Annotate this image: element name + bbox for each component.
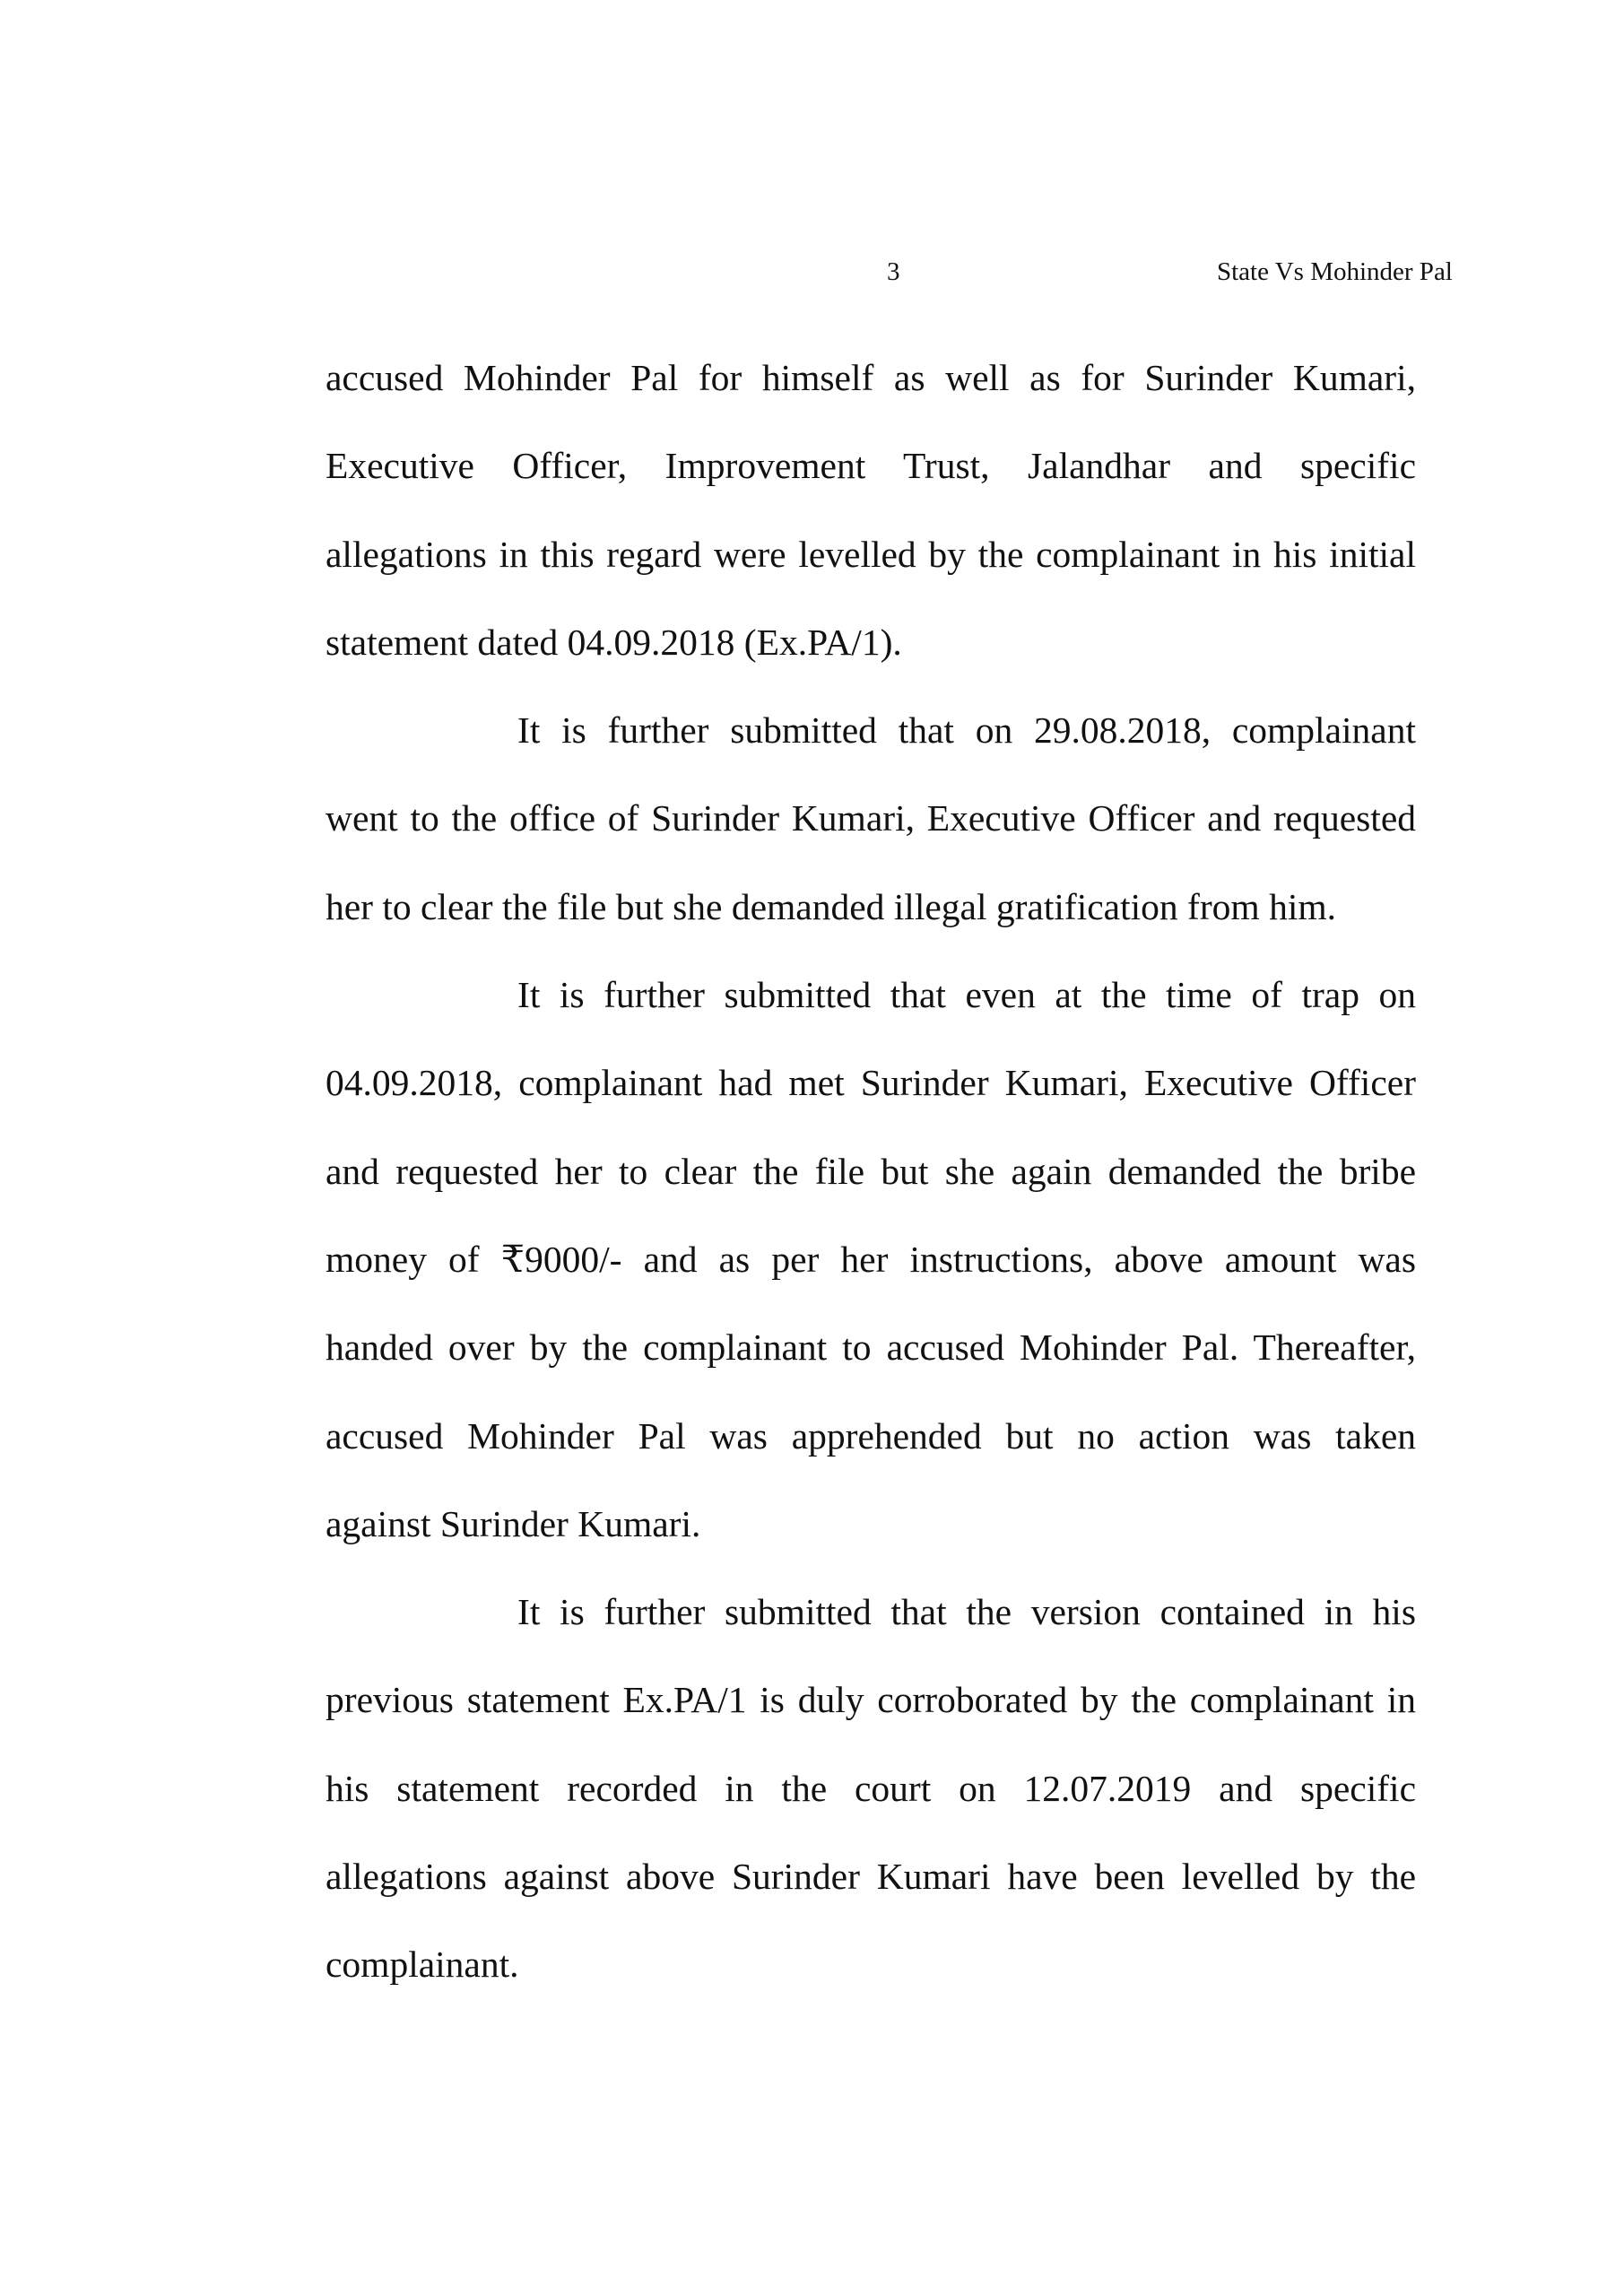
body-text [326,356,1416,2031]
text-line: Executive Officer, Improvement Trust, Jalandhar and specific [326,445,1416,487]
text-line: complainant. [326,1944,519,1986]
text-line: handed over by the complainant to accused Mohinder Pal. Thereafter, [326,1326,1416,1369]
text-line: her to clear the file but she demanded illegal gratification from him. [326,885,1337,927]
text-line: allegations against above Surinder Kumari have been levelled by the [326,1856,1416,1898]
text-line: It is further submitted that on 29.08.2018, complainant [517,709,1416,752]
page-number: 3 [887,257,900,286]
text-line: It is further submitted that the version contained in his [517,1591,1416,1633]
text-line: previous statement Ex.PA/1 is duly corroborated by the complainant in [326,1679,1416,1721]
text-line: allegations in this regard were levelled by the complainant in his initial [326,533,1416,575]
text-line: 04.09.2018, complainant had met Surinder Kumari, Executive Officer [326,1062,1416,1104]
running-header-case-title: State Vs Mohinder Pal [1217,257,1453,286]
text-line: went to the office of Surinder Kumari, Executive Officer and requested [326,797,1416,839]
text-line: accused Mohinder Pal for himself as well as for Surinder Kumari, [326,357,1416,398]
text-line: It is further submitted that even at the time of trap on [517,974,1416,1016]
text-line: statement dated 04.09.2018 (Ex.PA/1). [326,621,902,663]
text-line: money of ₹9000/- and as per her instructions, above amount was [326,1238,1416,1280]
text-line: accused Mohinder Pal was apprehended but no action was taken [326,1414,1416,1457]
text-line: and requested her to clear the file but she again demanded the bribe [326,1150,1416,1192]
text-line: his statement recorded in the court on 12.07.2019 and specific [326,1767,1416,1809]
text-line: against Surinder Kumari. [326,1502,701,1544]
